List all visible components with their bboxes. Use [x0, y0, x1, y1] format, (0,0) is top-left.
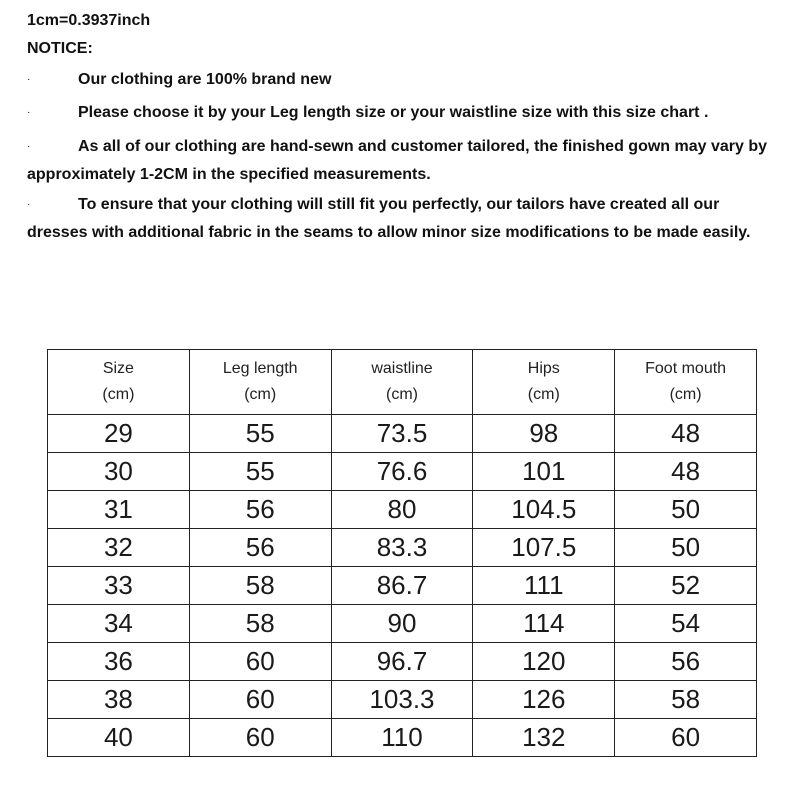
cell-foot-mouth: 52 [615, 567, 757, 605]
cell-hips: 104.5 [473, 491, 615, 529]
cell-size: 29 [48, 415, 190, 453]
table-row [48, 491, 757, 529]
notice-title: NOTICE: [27, 40, 93, 57]
size-chart-table [47, 349, 757, 757]
cell-waistline: 83.3 [331, 529, 473, 567]
table-row [48, 415, 757, 453]
cell-hips: 132 [473, 719, 615, 757]
cell-size: 31 [48, 491, 190, 529]
unit-conversion-note: 1cm=0.3937inch [27, 12, 151, 29]
cell-size: 32 [48, 529, 190, 567]
header-label: waistline [371, 360, 433, 377]
header-foot-mouth [615, 350, 757, 415]
cell-foot-mouth: 50 [615, 529, 757, 567]
header-unit: (cm) [669, 386, 702, 403]
header-leg-length [189, 350, 331, 415]
table-row [48, 453, 757, 491]
notice-item [27, 99, 767, 127]
table-row [48, 529, 757, 567]
cell-size: 40 [48, 719, 190, 757]
cell-size: 30 [48, 453, 190, 491]
notice-item-text: Our clothing are 100% brand new [78, 71, 332, 88]
cell-hips: 114 [473, 605, 615, 643]
cell-waistline: 76.6 [331, 453, 473, 491]
cell-waistline: 110 [331, 719, 473, 757]
header-label: Size [102, 360, 134, 377]
cell-waistline: 80 [331, 491, 473, 529]
notice-item-text: Please choose it by your Leg length size or your waistline size with this size chart . [78, 104, 709, 121]
cell-waistline: 103.3 [331, 681, 473, 719]
cell-foot-mouth: 58 [615, 681, 757, 719]
cell-leg-length: 60 [189, 719, 331, 757]
cell-foot-mouth: 50 [615, 491, 757, 529]
cell-size: 38 [48, 681, 190, 719]
table-row [48, 681, 757, 719]
cell-leg-length: 56 [189, 491, 331, 529]
cell-leg-length: 60 [189, 643, 331, 681]
cell-leg-length: 60 [189, 681, 331, 719]
bullet-icon: · [27, 107, 31, 118]
cell-foot-mouth: 48 [615, 415, 757, 453]
cell-foot-mouth: 48 [615, 453, 757, 491]
header-hips [473, 350, 615, 415]
header-unit: (cm) [244, 386, 277, 403]
cell-foot-mouth: 56 [615, 643, 757, 681]
cell-hips: 107.5 [473, 529, 615, 567]
cell-size: 36 [48, 643, 190, 681]
header-label: Leg length [222, 360, 298, 377]
bullet-icon: · [27, 74, 31, 85]
header-label: Hips [527, 360, 560, 377]
header-unit: (cm) [527, 386, 560, 403]
header-size [48, 350, 190, 415]
bullet-icon: · [27, 199, 31, 210]
cell-leg-length: 58 [189, 605, 331, 643]
table-row [48, 719, 757, 757]
cell-waistline: 96.7 [331, 643, 473, 681]
header-unit: (cm) [102, 386, 135, 403]
cell-leg-length: 56 [189, 529, 331, 567]
table-row [48, 643, 757, 681]
bullet-icon: · [27, 141, 31, 152]
table-row [48, 567, 757, 605]
cell-leg-length: 58 [189, 567, 331, 605]
cell-foot-mouth: 54 [615, 605, 757, 643]
cell-leg-length: 55 [189, 415, 331, 453]
notice-section [27, 8, 767, 247]
cell-size: 34 [48, 605, 190, 643]
cell-waistline: 90 [331, 605, 473, 643]
notice-item-text: To ensure that your clothing will still fit you perfectly, our tailors have created all our dresses with additional fabric in the seams to allow minor size modifications to be made easily. [27, 196, 751, 241]
cell-hips: 111 [473, 567, 615, 605]
table-row [48, 605, 757, 643]
cell-foot-mouth: 60 [615, 719, 757, 757]
cell-waistline: 73.5 [331, 415, 473, 453]
cell-hips: 126 [473, 681, 615, 719]
header-unit: (cm) [386, 386, 418, 403]
notice-item [27, 191, 767, 247]
cell-hips: 120 [473, 643, 615, 681]
header-label: Foot mouth [645, 360, 727, 377]
cell-waistline: 86.7 [331, 567, 473, 605]
notice-item [27, 66, 767, 94]
table-header-row [48, 350, 757, 415]
cell-size: 33 [48, 567, 190, 605]
header-waistline [331, 350, 473, 415]
cell-hips: 101 [473, 453, 615, 491]
notice-item-text: As all of our clothing are hand-sewn and customer tailored, the finished gown may vary by approximately 1-2CM in the specified measurements. [27, 138, 768, 183]
notice-item [27, 133, 767, 189]
cell-hips: 98 [473, 415, 615, 453]
cell-leg-length: 55 [189, 453, 331, 491]
